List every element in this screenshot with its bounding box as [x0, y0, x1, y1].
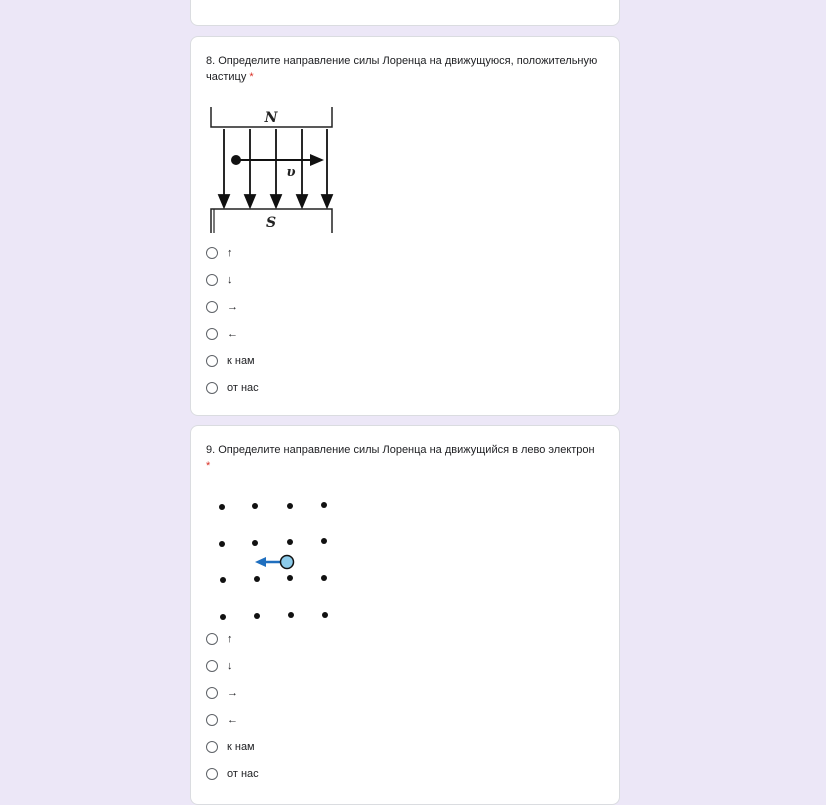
option-up[interactable] [206, 625, 259, 652]
question-title [206, 442, 611, 474]
radio-button[interactable] [206, 741, 218, 753]
answer-options [206, 239, 259, 401]
option-toward-us[interactable] [206, 733, 259, 760]
option-label: от нас [227, 381, 259, 394]
velocity-label: υ [286, 165, 296, 180]
radio-button[interactable] [206, 687, 218, 699]
question-title [206, 53, 611, 85]
previous-question-card [190, 0, 620, 26]
option-label: ↓ [227, 659, 233, 672]
option-right[interactable] [206, 679, 259, 706]
option-label: ↓ [227, 273, 233, 286]
magnet-label-n: N [264, 110, 278, 126]
electron [281, 556, 294, 569]
option-away-from-us[interactable] [206, 374, 259, 401]
option-left[interactable] [206, 706, 259, 733]
option-down[interactable] [206, 652, 259, 679]
option-label: ↑ [227, 246, 233, 259]
radio-button[interactable] [206, 328, 218, 340]
radio-button[interactable] [206, 633, 218, 645]
option-label: → [227, 686, 238, 699]
radio-button[interactable] [206, 660, 218, 672]
radio-button[interactable] [206, 382, 218, 394]
option-away-from-us[interactable] [206, 760, 259, 787]
magnetic-field-figure [206, 101, 336, 235]
answer-options [206, 625, 259, 787]
option-right[interactable] [206, 293, 259, 320]
required-asterisk: * [249, 71, 254, 83]
option-label: → [227, 300, 238, 313]
option-label: к нам [227, 354, 255, 367]
option-label: ↑ [227, 632, 233, 645]
required-asterisk: * [206, 460, 211, 472]
option-label: от нас [227, 767, 259, 780]
option-down[interactable] [206, 266, 259, 293]
radio-button[interactable] [206, 301, 218, 313]
option-label: к нам [227, 740, 255, 753]
radio-button[interactable] [206, 768, 218, 780]
radio-button[interactable] [206, 355, 218, 367]
option-up[interactable] [206, 239, 259, 266]
question-card-9 [190, 425, 620, 805]
question-text: 8. Определите направление силы Лоренца на движущуюся, положительную частицу [206, 55, 598, 83]
option-label: ← [227, 327, 238, 340]
question-text: 9. Определите направление силы Лоренца на движущийся в лево электрон [206, 444, 595, 456]
radio-button[interactable] [206, 714, 218, 726]
radio-button[interactable] [206, 274, 218, 286]
radio-button[interactable] [206, 247, 218, 259]
question-card-8 [190, 36, 620, 416]
option-left[interactable] [206, 320, 259, 347]
option-toward-us[interactable] [206, 347, 259, 374]
option-label: ← [227, 713, 238, 726]
magnet-label-s: S [265, 215, 277, 231]
dot-field-figure [206, 491, 336, 626]
